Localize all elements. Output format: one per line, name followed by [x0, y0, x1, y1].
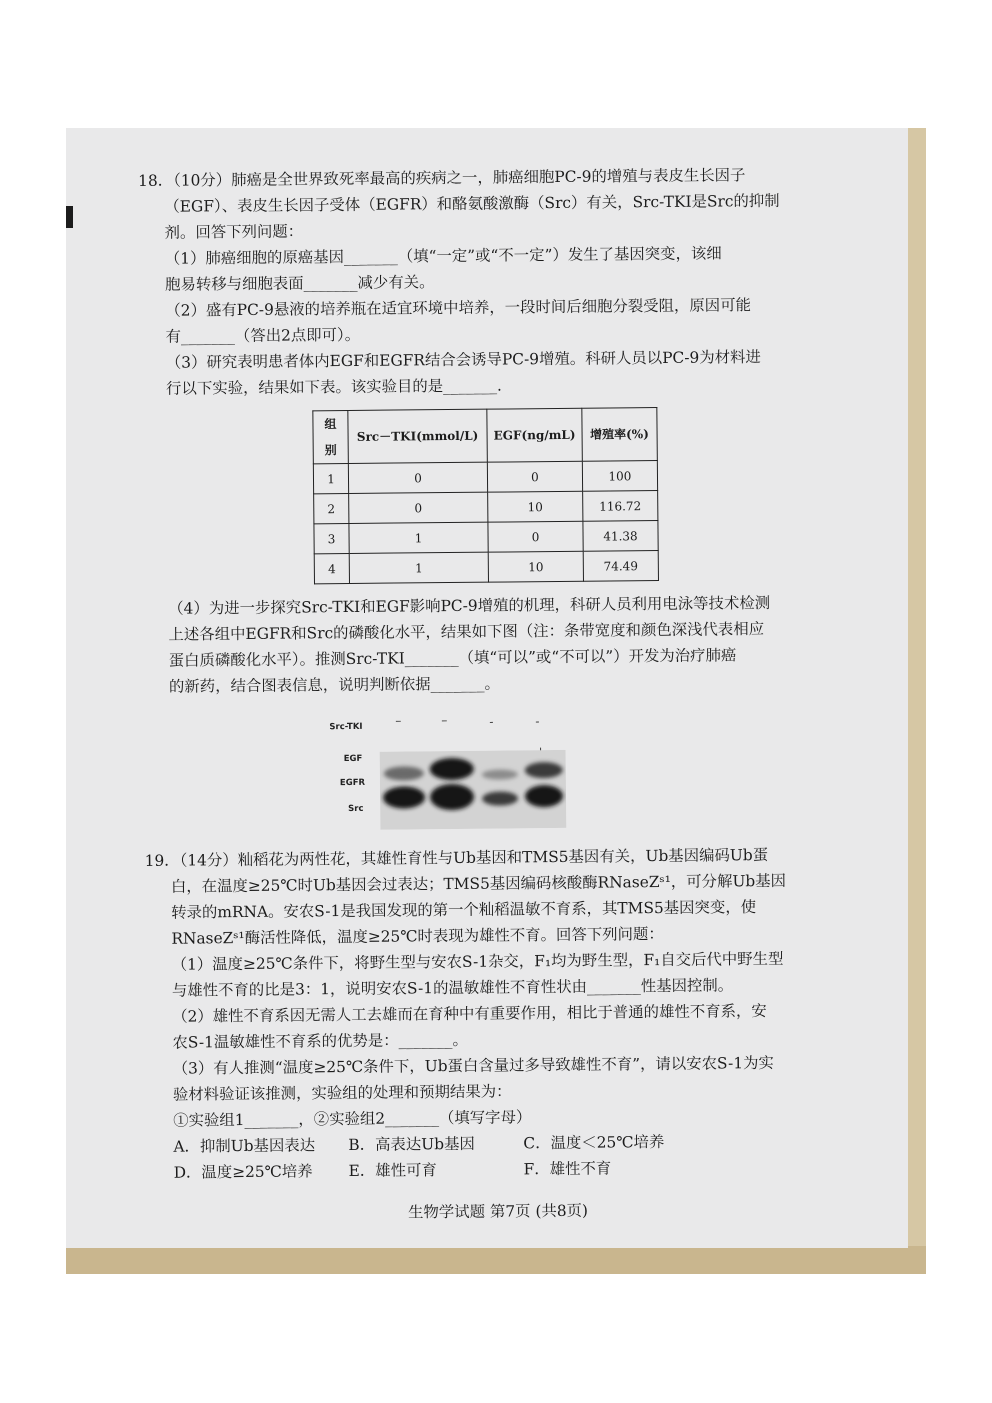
- q19-part3-line: ①实验组1_______，②实验组2_______（填写字母）: [173, 1108, 532, 1130]
- q18-part4-line: 的新药，结合图表信息，说明判断依据_______。: [168, 674, 500, 696]
- table-header: EGF(ng/mL): [487, 408, 582, 462]
- q18-part3-line: （3）研究表明患者体内EGF和EGFR结合会诱导PC-9增殖。科研人员以PC-9为材料进: [165, 348, 761, 372]
- table-row: [313, 461, 657, 494]
- q19-part1-line: （1）温度≥25℃条件下，将野生型与安农S-1杂交，F₁均为野生型，F₁自交后代中野生型: [171, 949, 784, 974]
- desk-surface: [906, 128, 926, 1274]
- table-cell: 3: [314, 523, 349, 553]
- q18-intro-line: 18．（10分）肺癌是全世界致死率最高的疾病之一，肺癌细胞PC-9的增殖与表皮生长因子: [138, 166, 746, 190]
- q18-part2-line: 有_______（答出2点即可）。: [165, 325, 361, 346]
- option-f: F．雄性不育: [523, 1159, 612, 1179]
- results-table: [312, 407, 659, 584]
- table-cell: 1: [313, 463, 348, 493]
- q18-intro-line: （EGF）、表皮生长因子受体（EGFR）和酪氨酸激酶（Src）有关，Src-TKI是Src的抑制: [164, 191, 780, 216]
- q19-options-row: [148, 1153, 848, 1186]
- table-row: [314, 551, 658, 584]
- q18-part2-line: （2）盛有PC-9悬液的培养瓶在适宜环境中培养，一段时间后细胞分裂受阻，原因可能: [165, 296, 752, 320]
- q18-part1-line: （1）肺癌细胞的原癌基因_______（填“一定”或“不一定”）发生了基因突变，该细: [164, 244, 722, 268]
- table-cell: 2: [314, 493, 349, 523]
- q19-part2-line: （2）雄性不育系因无需人工去雄而在育种中有重要作用，相比于普通的雄性不育系，安: [172, 1002, 767, 1026]
- blot-sign: –: [395, 713, 402, 728]
- blot-label-egfr: EGFR: [339, 777, 366, 789]
- table-cell: 4: [314, 553, 349, 583]
- blot-sign: –: [441, 713, 448, 728]
- table-cell: 1: [349, 552, 488, 583]
- table-cell: 10: [488, 491, 583, 522]
- page-marker: [66, 206, 73, 228]
- table-row: [314, 521, 658, 554]
- table-cell: 74.49: [583, 551, 658, 582]
- table-cell: 1: [349, 522, 488, 553]
- blot-image: [380, 750, 567, 830]
- table-cell: 10: [488, 551, 583, 582]
- q19-part3-line: （3）有人推测“温度≥25℃条件下，Ub蛋白含量过多导致雄性不育”，请以安农S-1为实: [172, 1053, 774, 1078]
- question-18: [138, 161, 844, 836]
- table-cell: 0: [488, 521, 583, 552]
- results-table-wrap: [312, 405, 842, 584]
- q19-part1-line: 与雄性不育的比是3：1，说明安农S-1的温敏雄性不育性状由_______性基因控制。: [171, 976, 734, 1000]
- q18-part1-line: 胞易转移与细胞表面_______减少有关。: [165, 273, 435, 294]
- q18-part4-line: （4）为进一步探究Src-TKI和EGF影响PC-9增殖的机理，科研人员利用电泳等技术检测: [168, 593, 771, 618]
- q18-part3-line: 行以下实验，结果如下表。该实验目的是_______.: [166, 376, 502, 398]
- exam-paper: [66, 128, 908, 1248]
- table-row: [314, 491, 658, 524]
- page-footer: 生物学试题 第7页 (共8页): [407, 1201, 589, 1222]
- q19-intro-line: RNaseZˢ¹酶活性降低，温度≥25℃时表现为雄性不育。回答下列问题：: [171, 924, 664, 948]
- blot-label-egf: EGF: [343, 753, 363, 765]
- q19-intro-line: 19．（14分）籼稻花为两性花，其雄性育性与Ub基因和TMS5基因有关，Ub基因编码Ub蛋: [144, 845, 769, 870]
- q19-intro-line: 白，在温度≥25℃时Ub基因会过表达；TMS5基因编码核酸酶RNaseZˢ¹，可分解Ub基因: [170, 871, 787, 896]
- table-header: 增殖率(%): [582, 408, 658, 462]
- table-cell: 100: [582, 461, 657, 492]
- table-cell: 0: [487, 461, 582, 492]
- blot-sign: -: [535, 714, 540, 729]
- q18-part4-line: 上述各组中EGFR和Src的磷酸化水平，结果如下图（注：条带宽度和颜色深浅代表相应: [168, 620, 765, 644]
- option-e: E．雄性可育: [348, 1161, 437, 1181]
- option-d: D．温度≥25℃培养: [173, 1162, 313, 1182]
- option-b: B．高表达Ub基因: [348, 1134, 475, 1155]
- table-cell: 0: [349, 492, 488, 523]
- western-blot-figure: [143, 701, 844, 836]
- q18-intro-line: 剂。回答下列问题：: [164, 222, 304, 242]
- option-c: C．温度＜25℃培养: [523, 1132, 665, 1153]
- table-cell: 0: [348, 462, 487, 493]
- blot-label-src-tki: Src-TKI: [329, 721, 363, 733]
- table-cell: 41.38: [583, 521, 658, 552]
- q18-part4-line: 蛋白质磷酸化水平）。推测Src-TKI_______（填“可以”或“不可以”）开发为治疗肺癌: [168, 646, 737, 670]
- blot-sign: -: [489, 714, 494, 729]
- table-header: Src－TKI(mmol/L): [348, 409, 488, 463]
- exam-page-content: [138, 161, 848, 1228]
- q19-part2-line: 农S-1温敏雄性不育系的优势是：_______。: [172, 1030, 468, 1052]
- q19-part3-line: 验材料验证该推测，实验组的处理和预期结果为：: [172, 1082, 512, 1104]
- table-cell: 116.72: [583, 491, 658, 522]
- table-header-row: [313, 408, 657, 464]
- table-header: 组别: [313, 410, 349, 463]
- photo-frame: [66, 128, 926, 1274]
- question-19: [145, 841, 848, 1186]
- blot-label-src: Src: [348, 803, 364, 815]
- option-a: A．抑制Ub基因表达: [173, 1136, 316, 1156]
- desk-surface-bottom: [66, 1246, 926, 1274]
- q19-intro-line: 转录的mRNA。安农S-1是我国发现的第一个籼稻温敏不育系，其TMS5基因突变，使: [171, 898, 757, 922]
